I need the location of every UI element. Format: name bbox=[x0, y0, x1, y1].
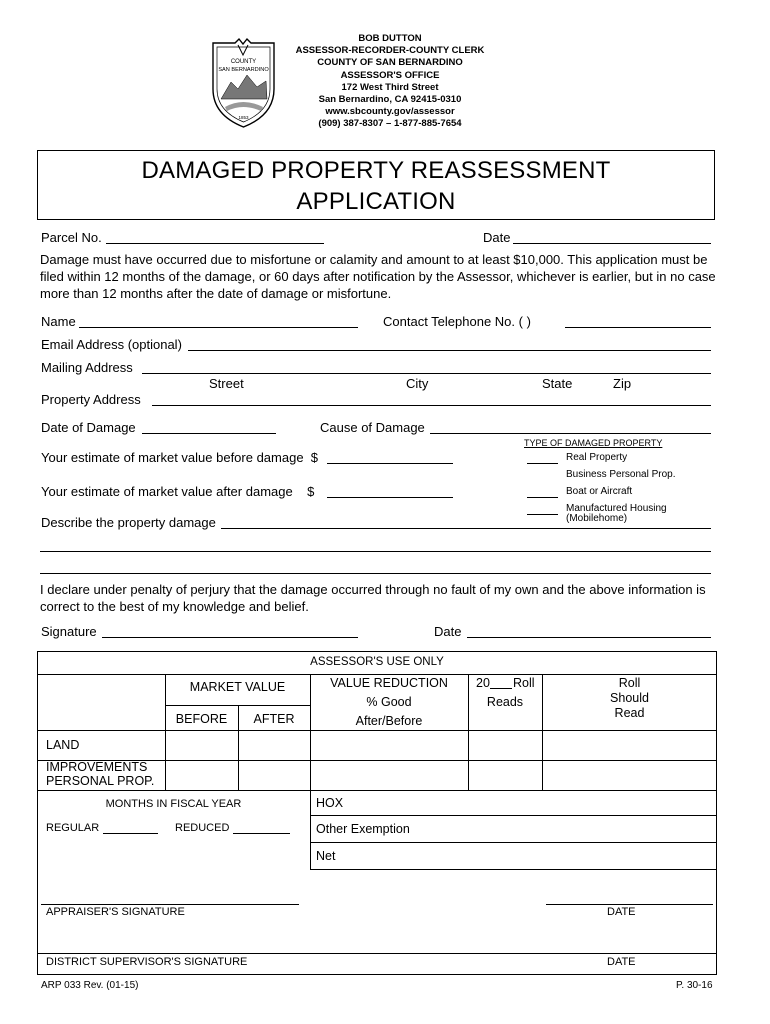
describe-input-line-2[interactable] bbox=[40, 551, 711, 552]
office-phone: (909) 387-8307 – 1-877-885-7654 bbox=[318, 118, 462, 130]
assessor-name: BOB DUTTON bbox=[358, 33, 422, 44]
assessor-title: ASSESSOR-RECORDER-COUNTY CLERK bbox=[295, 45, 485, 57]
state-caption: State bbox=[542, 376, 573, 391]
property-address-label: Property Address bbox=[41, 392, 141, 407]
office-street: 172 West Third Street bbox=[341, 81, 439, 93]
signature-input[interactable] bbox=[102, 637, 358, 638]
describe-input-line-3[interactable] bbox=[40, 573, 711, 574]
cause-label: Cause of Damage bbox=[320, 420, 425, 435]
property-address-input[interactable] bbox=[152, 405, 711, 406]
seal-text-year: 1853 bbox=[238, 115, 249, 120]
email-input[interactable] bbox=[188, 350, 711, 351]
damage-date-label: Date of Damage bbox=[41, 420, 136, 435]
business-prop-label: Business Personal Prop. bbox=[566, 469, 676, 480]
mobilehome-label: (Mobilehome) bbox=[566, 513, 628, 524]
email-label: Email Address (optional) bbox=[41, 337, 182, 352]
city-caption: City bbox=[406, 376, 429, 391]
parcel-input[interactable] bbox=[106, 243, 324, 244]
date-label: Date bbox=[483, 230, 511, 245]
phone-input[interactable] bbox=[565, 327, 711, 328]
roll-year-input[interactable] bbox=[490, 688, 512, 689]
real-property-label: Real Property bbox=[566, 452, 628, 463]
signature-date-input[interactable] bbox=[467, 637, 711, 638]
regular-label: REGULAR bbox=[46, 822, 100, 834]
signature-label: Signature bbox=[41, 624, 97, 639]
reads-label: Reads bbox=[486, 695, 524, 709]
boat-aircraft-label: Boat or Aircraft bbox=[566, 486, 633, 497]
roll-should-read-2: Should bbox=[610, 691, 649, 705]
appraiser-date-label: DATE bbox=[607, 906, 636, 918]
before-value-label: Your estimate of market value before damage $ bbox=[41, 450, 319, 465]
title-line-1: DAMAGED PROPERTY REASSESSMENT bbox=[141, 157, 611, 184]
roll-should-read-3: Read bbox=[614, 706, 645, 720]
roll-label: Roll bbox=[513, 676, 535, 690]
improvements-row-label: IMPROVEMENTS bbox=[46, 760, 148, 774]
office-header bbox=[290, 33, 490, 131]
before-header: BEFORE bbox=[175, 712, 228, 726]
form-number: ARP 033 Rev. (01-15) bbox=[41, 980, 139, 991]
cause-input[interactable] bbox=[430, 433, 711, 434]
seal-text-name: SAN BERNARDINO bbox=[218, 67, 269, 73]
appraiser-date-input[interactable] bbox=[546, 904, 713, 905]
after-header: AFTER bbox=[253, 712, 295, 726]
mailing-input[interactable] bbox=[142, 373, 711, 374]
after-value-input[interactable] bbox=[327, 497, 453, 498]
describe-input[interactable] bbox=[221, 528, 711, 529]
office-name: ASSESSOR'S OFFICE bbox=[340, 69, 440, 81]
assessor-use-heading: ASSESSOR'S USE ONLY bbox=[310, 656, 444, 668]
percent-good-header: % Good bbox=[366, 695, 412, 709]
name-input[interactable] bbox=[79, 327, 358, 328]
manufactured-housing-label: Manufactured Housing bbox=[566, 503, 667, 514]
hox-label: HOX bbox=[316, 796, 344, 810]
phone-label: Contact Telephone No. ( ) bbox=[383, 314, 531, 329]
signature-date-label: Date bbox=[434, 624, 462, 639]
roll-year-prefix: 20 bbox=[476, 676, 490, 690]
after-value-label: Your estimate of market value after damage $ bbox=[41, 484, 315, 499]
parcel-label: Parcel No. bbox=[41, 230, 102, 245]
form-title bbox=[37, 150, 715, 220]
net-label: Net bbox=[316, 849, 336, 863]
regular-input[interactable] bbox=[103, 833, 158, 834]
county-name: COUNTY OF SAN BERNARDINO bbox=[317, 57, 463, 69]
boat-aircraft-check[interactable] bbox=[527, 497, 558, 498]
zip-caption: Zip bbox=[613, 376, 632, 391]
title-line-2: APPLICATION bbox=[296, 188, 456, 215]
office-website: www.sbcounty.gov/assessor bbox=[325, 106, 455, 118]
after-before-header: After/Before bbox=[355, 714, 423, 728]
roll-should-read-1: Roll bbox=[618, 676, 641, 690]
district-supervisor-signature-label: DISTRICT SUPERVISOR'S SIGNATURE bbox=[46, 956, 248, 968]
mailing-label: Mailing Address bbox=[41, 360, 133, 375]
reduced-input[interactable] bbox=[233, 833, 290, 834]
months-fiscal-year-label: MONTHS IN FISCAL YEAR bbox=[105, 798, 242, 810]
street-caption: Street bbox=[209, 376, 244, 391]
land-row-label: LAND bbox=[46, 738, 80, 752]
district-date-label: DATE bbox=[607, 956, 636, 968]
appraiser-signature-input[interactable] bbox=[41, 904, 299, 905]
office-city: San Bernardino, CA 92415-0310 bbox=[318, 94, 462, 106]
personal-prop-row-label: PERSONAL PROP. bbox=[46, 774, 155, 788]
before-value-input[interactable] bbox=[327, 463, 453, 464]
reduced-label: REDUCED bbox=[175, 822, 230, 834]
county-seal-logo bbox=[205, 37, 282, 129]
eligibility-notice: Damage must have occurred due to misfortune or calamity and amount to at least $10,000. This application must be filed within 12 months of the damage, or 60 days after notification by the Assessor, whichever is earlier, but in no case more than 12 months after the date of damage or misfortune. bbox=[40, 252, 716, 301]
name-label: Name bbox=[41, 314, 76, 329]
property-type-heading: TYPE OF DAMAGED PROPERTY bbox=[524, 438, 663, 448]
other-exemption-label: Other Exemption bbox=[316, 822, 410, 836]
value-reduction-header: VALUE REDUCTION bbox=[330, 676, 448, 690]
appraiser-signature-label: APPRAISER'S SIGNATURE bbox=[46, 906, 185, 918]
real-property-check[interactable] bbox=[527, 463, 558, 464]
damage-date-input[interactable] bbox=[142, 433, 276, 434]
date-input[interactable] bbox=[513, 243, 711, 244]
market-value-header: MARKET VALUE bbox=[189, 680, 286, 694]
describe-label: Describe the property damage bbox=[41, 515, 216, 530]
manufactured-housing-check[interactable] bbox=[527, 514, 558, 515]
perjury-declaration: I declare under penalty of perjury that the damage occurred through no fault of my own and the above information is correct to the best of my knowledge and belief. bbox=[40, 582, 706, 614]
seal-text-county: COUNTY bbox=[230, 59, 257, 65]
page-number: P. 30-16 bbox=[676, 980, 713, 991]
